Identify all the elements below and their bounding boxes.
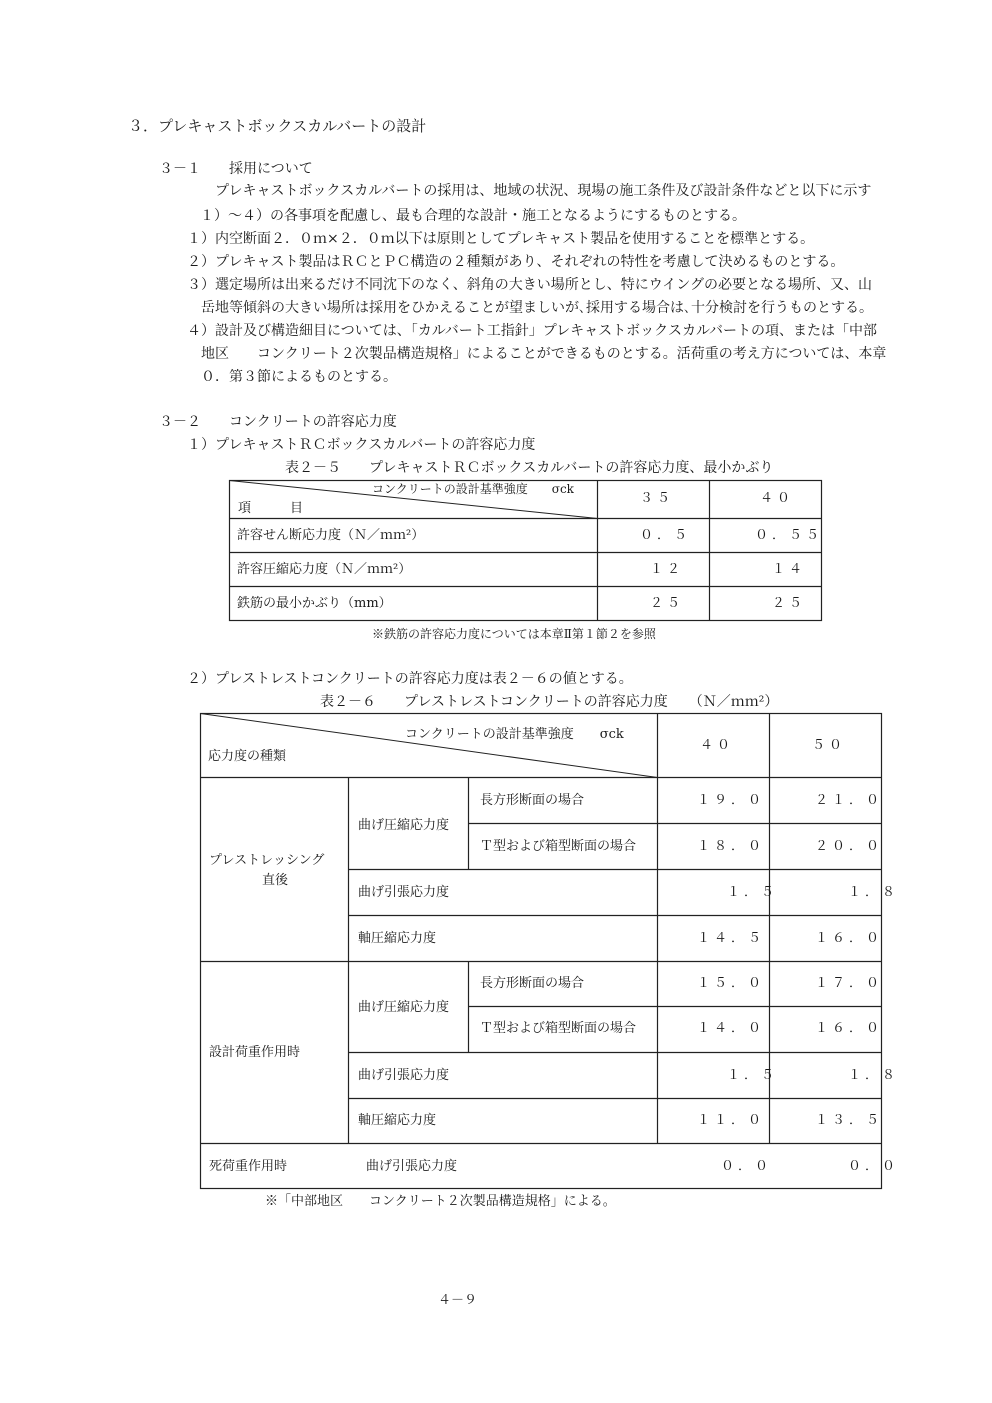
table2-cell: ２１．０ (815, 793, 884, 808)
table2-row-label: 軸圧縮応力度 (358, 1113, 437, 1128)
table2-corner-top: コンクリートの設計基準強度 σck (405, 727, 624, 742)
table2-group-prestressing: プレストレッシング (209, 853, 325, 868)
table1-row-label: 鉄筋の最小かぶり（mm） (237, 596, 392, 611)
table1-col-35: ３５ (640, 491, 675, 506)
item-4-line-1: ４）設計及び構造細目については、「カルバート工指針」プレキャストボックスカルバートの項、または「中部 (187, 323, 878, 339)
table1-cell: ０．５ (640, 528, 692, 543)
item-3-line-2: 岳地等傾斜の大きい場所は採用をひかえることが望ましいが､採用する場合は､十分検討を行うものとする。 (201, 300, 873, 316)
table1-row-label: 許容せん断応力度（Ｎ／ｍｍ²） (237, 528, 425, 543)
table2-cell: １６．０ (815, 1021, 884, 1036)
table2-group-design-load: 設計荷重作用時 (209, 1045, 301, 1060)
item-3-line-1: ３）選定場所は出来るだけ不同沈下のなく、斜角の大きい場所とし、特にウイングの必要となる場所、又、山 (187, 277, 873, 293)
table2-cell: １８．０ (697, 839, 766, 854)
item-1: １）内空断面２．０ｍ×２．０ｍ以下は原則としてプレキャスト製品を使用することを標準とする。 (187, 231, 815, 247)
table2-row-label: 曲げ圧縮応力度 (358, 1000, 450, 1015)
table2-cell: １４．０ (697, 1021, 766, 1036)
table2-cell: １４．５ (697, 931, 766, 946)
subsection-1: １）プレキャストＲＣボックスカルバートの許容応力度 (187, 437, 536, 453)
table2-group-prestressing-2: 直後 (262, 873, 289, 888)
intro-line-2: １）～４）の各事項を配慮し、最も合理的な設計・施工となるようにするものとする。 (200, 208, 746, 224)
page-number: ４－９ (438, 1293, 478, 1308)
table1-row-label: 許容圧縮応力度（Ｎ／ｍｍ²） (237, 562, 412, 577)
item-2: ２）プレキャスト製品はＲＣとＰＣ構造の２種類があり、それぞれの特性を考慮して決めるものとする。 (187, 254, 845, 270)
intro-line-1: プレキャストボックスカルバートの採用は、地域の状況、現場の施工条件及び設計条件などと以下に示す (215, 183, 872, 199)
table1-cell: ０．５５ (755, 528, 824, 543)
table2-cell: １７．０ (815, 976, 884, 991)
item-4-line-3: ０．第３節によるものとする。 (201, 369, 397, 385)
table1-corner-bottom: 項 目 (238, 501, 304, 516)
table2-note: ※「中部地区 コンクリート２次製品構造規格」による。 (265, 1194, 616, 1209)
table1-col-40: ４０ (760, 491, 795, 506)
table2-cell: １．５ (727, 885, 779, 900)
table2-row-label: 曲げ圧縮応力度 (358, 818, 450, 833)
table1-cell: ２５ (650, 596, 685, 611)
item-4-line-2: 地区 コンクリート２次製品構造規格」によることができるものとする。活荷重の考え方については、本章 (201, 346, 887, 362)
table2-cell: １６．０ (815, 931, 884, 946)
table2-cell: １９．０ (697, 793, 766, 808)
page-heading: ３．プレキャストボックスカルバートの設計 (128, 117, 427, 135)
table2-caption: 表２－６ プレストレストコンクリートの許容応力度 （Ｎ／ｍｍ²） (320, 694, 779, 710)
table2-cell: １３．５ (815, 1113, 884, 1128)
table1-corner-top: コンクリートの設計基準強度 σck (372, 482, 574, 496)
table2-col-50: ５０ (812, 738, 847, 753)
table2-row-label: 曲げ引張応力度 (366, 1159, 458, 1174)
table1-note: ※鉄筋の許容応力度については本章Ⅱ第１節２を参照 (372, 627, 656, 641)
table2-cell: １．８ (848, 885, 900, 900)
table2-group-dead-load: 死荷重作用時 (209, 1159, 288, 1174)
table2-cell: ０．０ (848, 1159, 900, 1174)
section-title-3-2: ３－２ コンクリートの許容応力度 (159, 414, 397, 430)
table1-cell: １４ (772, 562, 807, 577)
table1-caption: 表２－５ プレキャストＲＣボックスカルバートの許容応力度、最小かぶり (285, 460, 774, 476)
table2-row-label: 長方形断面の場合 (480, 976, 585, 991)
table2-cell: １．８ (848, 1068, 900, 1083)
table2-row-label: Ｔ型および箱型断面の場合 (480, 839, 637, 854)
table2-cell: ２０．０ (815, 839, 884, 854)
table2-cell: ０．０ (721, 1159, 773, 1174)
table2-row-label: 長方形断面の場合 (480, 793, 585, 808)
subsection-2: ２）プレストレストコンクリートの許容応力度は表２－６の値とする。 (187, 671, 633, 687)
table1-cell: １２ (650, 562, 685, 577)
table2-row-label: 軸圧縮応力度 (358, 931, 437, 946)
table1-cell: ２５ (772, 596, 807, 611)
table2-cell: １１．０ (697, 1113, 766, 1128)
table2-row-label: 曲げ引張応力度 (358, 885, 450, 900)
table2-cell: １．５ (727, 1068, 779, 1083)
table2-corner-bottom: 応力度の種類 (208, 749, 287, 764)
table2-col-40: ４０ (700, 738, 735, 753)
section-title-3-1: ３－１ 採用について (159, 161, 313, 177)
table2-cell: １５．０ (697, 976, 766, 991)
table2-row-label: Ｔ型および箱型断面の場合 (480, 1021, 637, 1036)
table2-row-label: 曲げ引張応力度 (358, 1068, 450, 1083)
